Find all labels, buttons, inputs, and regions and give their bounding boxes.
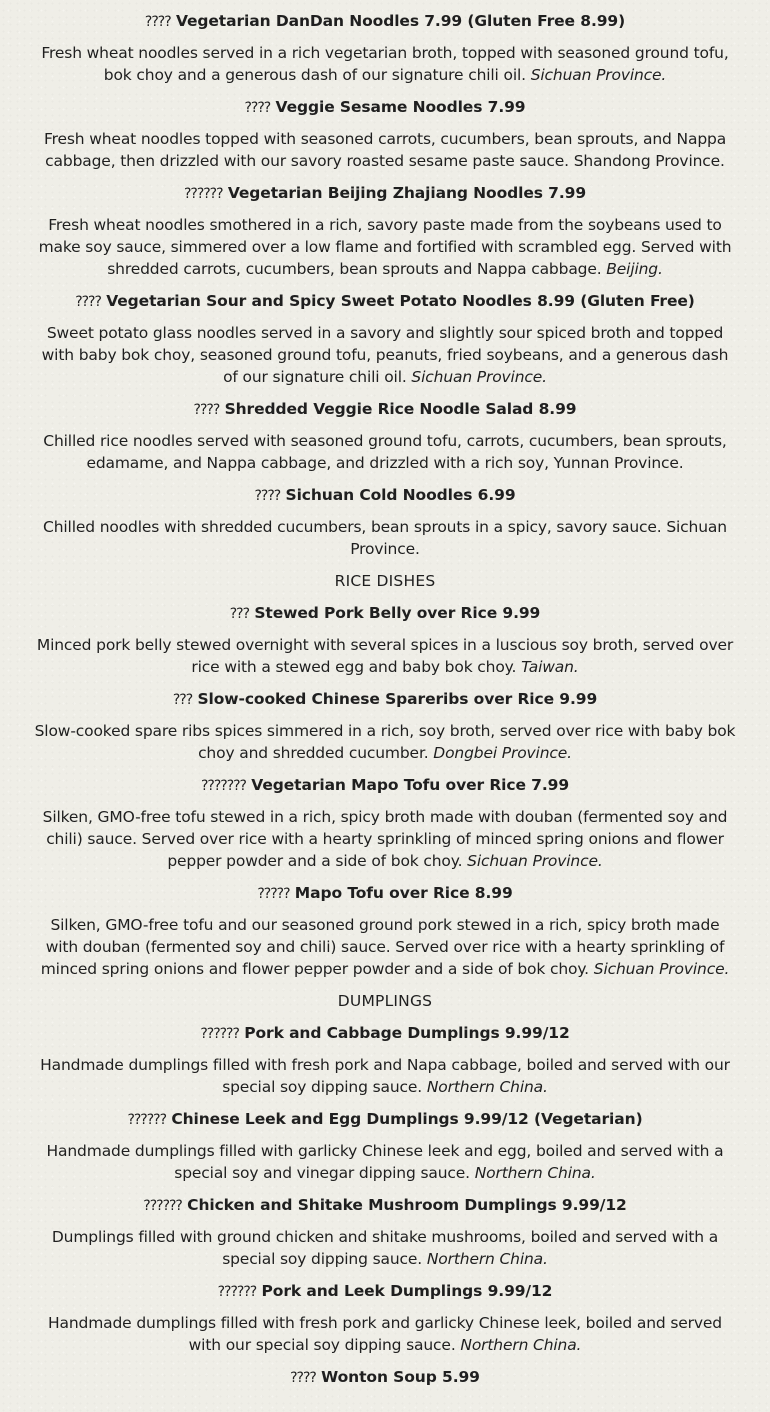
- dish-chinese-name: ????: [75, 294, 101, 310]
- dish-description-line: [0, 958, 770, 980]
- dish-name: Vegetarian DanDan Noodles 7.99 (Gluten Free 8.99): [175, 12, 626, 30]
- dish-chinese-name: ?????: [257, 886, 290, 902]
- dish-name: Pork and Cabbage Dumplings 9.99/12: [244, 1024, 570, 1042]
- dish-chinese-name: ???: [172, 692, 193, 708]
- dish-description-line: [0, 214, 770, 236]
- dish-heading: [0, 96, 770, 118]
- dish-chinese-name: ??????: [127, 1112, 167, 1128]
- dish-description-line: [0, 806, 770, 828]
- description-text: Chilled noodles with shredded cucumbers, bean sprouts in a spicy, savory sauce. Sichuan: [43, 518, 727, 536]
- description-text: with douban (fermented soy and chili) sauce. Served over rice with a hearty sprinkling of: [45, 938, 725, 956]
- description-text: edamame, and Nappa cabbage, and drizzled with a rich soy, Yunnan Province.: [86, 454, 684, 472]
- description-text: chili) sauce. Served over rice with a hearty sprinkling of minced spring onions and flower: [46, 830, 724, 848]
- dish-name: Vegetarian Beijing Zhajiang Noodles 7.99: [227, 184, 587, 202]
- section-title-dumplings: [0, 990, 770, 1012]
- dish-origin: Northern China.: [426, 1250, 548, 1268]
- dish-chinese-name: ????: [290, 1370, 316, 1386]
- dish-origin: Sichuan Province.: [411, 368, 547, 386]
- dish-description-line: [0, 1076, 770, 1098]
- description-text: Dumplings filled with ground chicken and shitake mushrooms, boiled and served with a: [51, 1228, 719, 1246]
- spacer: [0, 0, 770, 10]
- dish-description-line: [0, 1334, 770, 1356]
- dish-name: Sichuan Cold Noodles 6.99: [285, 486, 516, 504]
- description-text: of our signature chili oil.: [223, 368, 412, 386]
- description-text: special soy dipping sauce.: [222, 1078, 427, 1096]
- spacer: [0, 710, 770, 720]
- dish-description-line: [0, 1162, 770, 1184]
- spacer: [0, 204, 770, 214]
- spacer: [0, 388, 770, 398]
- dish-description-line: [0, 236, 770, 258]
- dish-name: Chicken and Shitake Mushroom Dumplings 9.99/12: [187, 1196, 627, 1214]
- dish-heading: [0, 1280, 770, 1302]
- dish-description-line: [0, 128, 770, 150]
- dish-chinese-name: ??????: [217, 1284, 257, 1300]
- spacer: [0, 1356, 770, 1366]
- description-text: Slow-cooked spare ribs spices simmered in a rich, soy broth, served over rice with baby bok: [34, 722, 736, 740]
- dish-chinese-name: ????: [193, 402, 220, 418]
- spacer: [0, 474, 770, 484]
- dish-description-line: [0, 42, 770, 64]
- spacer: [0, 118, 770, 128]
- dumpling-dish-list: [0, 1022, 770, 1398]
- description-text: cabbage, then drizzled with our savory roasted sesame paste sauce. Shandong Province.: [45, 152, 725, 170]
- description-text: Handmade dumplings filled with fresh pork and garlicky Chinese leek, boiled and served: [47, 1314, 722, 1332]
- spacer: [0, 280, 770, 290]
- dish-description-line: [0, 1140, 770, 1162]
- spacer: [0, 980, 770, 990]
- dish-heading: [0, 484, 770, 506]
- description-text: with our special soy dipping sauce.: [188, 1336, 461, 1354]
- spacer: [0, 1184, 770, 1194]
- description-text: pepper powder and a side of bok choy.: [167, 852, 468, 870]
- dish-heading: [0, 398, 770, 420]
- dish-description-line: [0, 64, 770, 86]
- dish-origin: Taiwan.: [521, 658, 579, 676]
- description-text: minced spring onions and flower pepper powder and a side of bok choy.: [40, 960, 594, 978]
- spacer: [0, 1302, 770, 1312]
- dish-origin: Dongbei Province.: [433, 744, 572, 762]
- spacer: [0, 1044, 770, 1054]
- description-text: special soy dipping sauce.: [222, 1250, 427, 1268]
- spacer: [0, 420, 770, 430]
- dish-heading: [0, 774, 770, 796]
- dish-description-line: [0, 366, 770, 388]
- dish-chinese-name: ??????: [200, 1026, 239, 1042]
- dish-description-line: [0, 656, 770, 678]
- dish-description-line: [0, 344, 770, 366]
- section-title-text: DUMPLINGS: [337, 992, 433, 1010]
- dish-description-line: [0, 322, 770, 344]
- dish-description-line: [0, 430, 770, 452]
- dish-chinese-name: ??????: [183, 186, 223, 202]
- spacer: [0, 1216, 770, 1226]
- spacer: [0, 1012, 770, 1022]
- spacer: [0, 872, 770, 882]
- dish-name: Pork and Leek Dumplings 9.99/12: [261, 1282, 553, 1300]
- dish-description-line: [0, 828, 770, 850]
- spacer: [0, 1098, 770, 1108]
- spacer: [0, 592, 770, 602]
- dish-name: Stewed Pork Belly over Rice 9.99: [254, 604, 541, 622]
- dish-description-line: [0, 720, 770, 742]
- dish-name: Mapo Tofu over Rice 8.99: [294, 884, 513, 902]
- description-text: Chilled rice noodles served with seasoned ground tofu, carrots, cucumbers, bean sprouts,: [43, 432, 727, 450]
- dish-name: Wonton Soup 5.99: [321, 1368, 480, 1386]
- spacer: [0, 560, 770, 570]
- description-text: Handmade dumplings filled with fresh pork and Napa cabbage, boiled and served with our: [40, 1056, 730, 1074]
- spacer: [0, 312, 770, 322]
- dish-description-line: [0, 538, 770, 560]
- spacer: [0, 1388, 770, 1398]
- dish-origin: Sichuan Province.: [593, 960, 730, 978]
- description-text: choy and shredded cucumber.: [198, 744, 434, 762]
- description-text: with baby bok choy, seasoned ground tofu, peanuts, fried soybeans, and a generous dash: [41, 346, 729, 364]
- dish-name: Vegetarian Sour and Spicy Sweet Potato Noodles 8.99 (Gluten Free): [106, 292, 695, 310]
- dish-description-line: [0, 634, 770, 656]
- spacer: [0, 624, 770, 634]
- dish-description-line: [0, 1054, 770, 1076]
- description-text: Fresh wheat noodles smothered in a rich, savory paste made from the soybeans used to: [48, 216, 722, 234]
- dish-heading: [0, 602, 770, 624]
- dish-chinese-name: ???????: [200, 778, 246, 794]
- spacer: [0, 32, 770, 42]
- description-text: special soy and vinegar dipping sauce.: [174, 1164, 475, 1182]
- section-title-text: RICE DISHES: [334, 572, 436, 590]
- dish-description-line: [0, 1226, 770, 1248]
- dish-name: Chinese Leek and Egg Dumplings 9.99/12 (Vegetarian): [171, 1110, 643, 1128]
- description-text: Fresh wheat noodles served in a rich vegetarian broth, topped with seasoned ground tofu,: [41, 44, 729, 62]
- spacer: [0, 506, 770, 516]
- dish-heading: [0, 1108, 770, 1130]
- dish-heading: [0, 10, 770, 32]
- dish-name: Shredded Veggie Rice Noodle Salad 8.99: [224, 400, 577, 418]
- dish-chinese-name: ??????: [143, 1198, 182, 1214]
- dish-chinese-name: ????: [144, 14, 171, 30]
- dish-chinese-name: ????: [244, 100, 271, 116]
- description-text: make soy sauce, simmered over a low flame and fortified with scrambled egg. Served with: [38, 238, 732, 256]
- dish-name: Vegetarian Mapo Tofu over Rice 7.99: [251, 776, 570, 794]
- description-text: Fresh wheat noodles topped with seasoned carrots, cucumbers, bean sprouts, and Nappa: [43, 130, 727, 148]
- spacer: [0, 1130, 770, 1140]
- dish-description-line: [0, 914, 770, 936]
- dish-description-line: [0, 258, 770, 280]
- description-text: Silken, GMO-free tofu stewed in a rich, spicy broth made with douban (fermented soy and: [42, 808, 728, 826]
- spacer: [0, 678, 770, 688]
- description-text: Handmade dumplings filled with garlicky Chinese leek and egg, boiled and served with a: [46, 1142, 724, 1160]
- description-text: Sweet potato glass noodles served in a savory and slightly sour spiced broth and topped: [46, 324, 724, 342]
- dish-description-line: [0, 1248, 770, 1270]
- dish-origin: Northern China.: [426, 1078, 548, 1096]
- dish-heading: [0, 1194, 770, 1216]
- section-title-rice-dishes: [0, 570, 770, 592]
- dish-origin: Sichuan Province.: [467, 852, 603, 870]
- dish-heading: [0, 688, 770, 710]
- dish-description-line: [0, 452, 770, 474]
- dish-description-line: [0, 742, 770, 764]
- dish-origin: Northern China.: [460, 1336, 582, 1354]
- description-text: Minced pork belly stewed overnight with several spices in a luscious soy broth, served over: [36, 636, 734, 654]
- rice-dish-list: [0, 602, 770, 990]
- dish-description-line: [0, 850, 770, 872]
- dish-description-line: [0, 936, 770, 958]
- description-text: Province.: [350, 540, 420, 558]
- description-text: shredded carrots, cucumbers, bean sprouts and Nappa cabbage.: [107, 260, 607, 278]
- spacer: [0, 796, 770, 806]
- spacer: [0, 172, 770, 182]
- noodle-dish-list: [0, 10, 770, 570]
- spacer: [0, 764, 770, 774]
- spacer: [0, 904, 770, 914]
- dish-heading: [0, 1022, 770, 1044]
- dish-description-line: [0, 516, 770, 538]
- description-text: rice with a stewed egg and baby bok choy.: [191, 658, 522, 676]
- dish-name: Slow-cooked Chinese Spareribs over Rice 9.99: [197, 690, 598, 708]
- dish-description-line: [0, 1312, 770, 1334]
- dish-chinese-name: ???: [229, 606, 250, 622]
- spacer: [0, 86, 770, 96]
- dish-heading: [0, 882, 770, 904]
- dish-origin: Beijing.: [606, 260, 663, 278]
- dish-heading: [0, 290, 770, 312]
- dish-heading: [0, 182, 770, 204]
- dish-chinese-name: ????: [254, 488, 281, 504]
- dish-origin: Sichuan Province.: [530, 66, 667, 84]
- dish-heading: [0, 1366, 770, 1388]
- description-text: Silken, GMO-free tofu and our seasoned ground pork stewed in a rich, spicy broth made: [50, 916, 720, 934]
- dish-name: Veggie Sesame Noodles 7.99: [275, 98, 526, 116]
- dish-origin: Northern China.: [474, 1164, 596, 1182]
- dish-description-line: [0, 150, 770, 172]
- description-text: bok choy and a generous dash of our signature chili oil.: [103, 66, 531, 84]
- spacer: [0, 1270, 770, 1280]
